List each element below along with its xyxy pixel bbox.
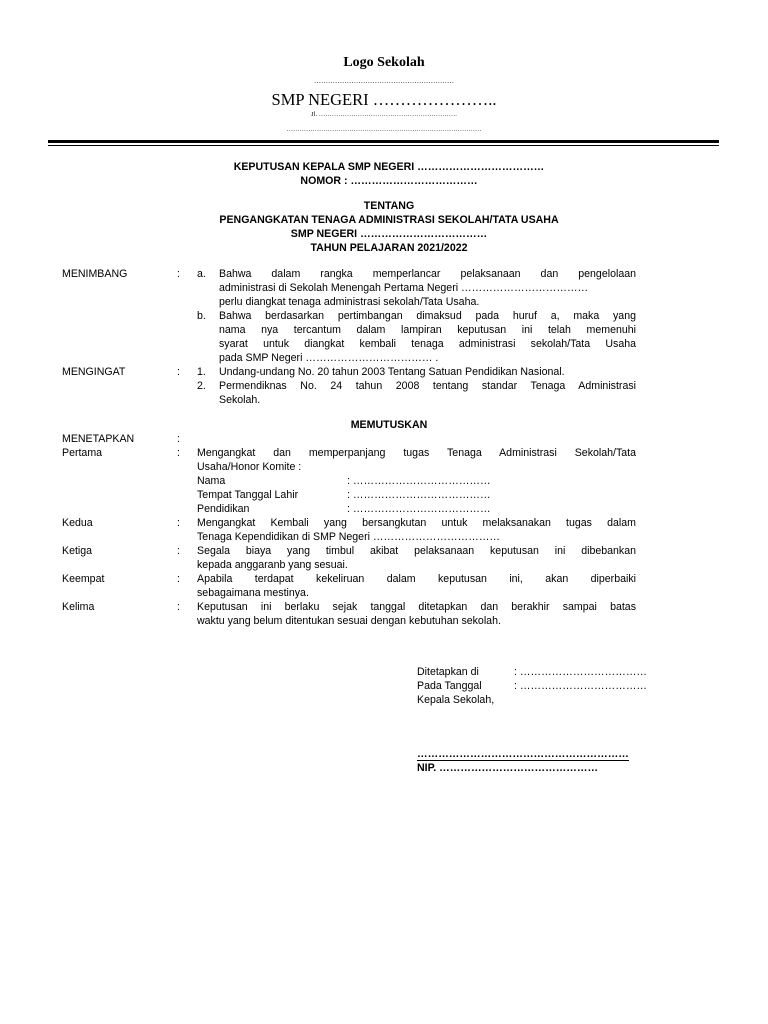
menetapkan-label: MENETAPKAN <box>62 433 135 445</box>
title-year: TAHUN PELAJARAN 2021/2022 <box>310 242 468 254</box>
school-name: SMP NEGERI ………………….. <box>271 90 497 109</box>
kelima-line: waktu yang belum ditentukan sesuai dengan kebutuhan sekolah. <box>197 615 501 627</box>
kepala-sekolah-label: Kepala Sekolah, <box>417 694 495 706</box>
menimbang-a-line: Bahwa dalam rangka memperlancar pelaksanaan dan pengelolaan <box>219 268 636 280</box>
tanggal-value: : ……………………………… <box>514 680 648 692</box>
field-value-pendidikan: : ………………………………… <box>347 503 491 515</box>
decree-title: KEPUTUSAN KEPALA SMP NEGERI ……………………………… <box>233 161 545 173</box>
title-subject: PENGANGKATAN TENAGA ADMINISTRASI SEKOLAH/TATA USAHA <box>219 214 559 226</box>
ditetapkan-label: Ditetapkan di <box>417 666 479 678</box>
pertama-label: Pertama <box>62 447 103 459</box>
keempat-line: sebagaimana mestinya. <box>197 587 309 599</box>
mengingat-1-marker: 1. <box>197 366 206 378</box>
ditetapkan-value: : ……………………………… <box>514 666 648 678</box>
kedua-colon: : <box>177 517 180 529</box>
mengingat-2-marker: 2. <box>197 380 206 392</box>
header-dots-bottom: ……………………………………………………………………………… <box>286 126 482 133</box>
menimbang-b-line: pada SMP Negeri ……………………………… . <box>219 352 439 364</box>
menimbang-b-line: nama nya tercantum dalam lampiran keputusan ini telah memenuhi <box>219 324 636 336</box>
menimbang-a-line: perlu diangkat tenaga administrasi sekolah/Tata Usaha. <box>219 296 480 308</box>
pertama-line: Mengangkat dan memperpanjang tugas Tenaga Administrasi Sekolah/Tata <box>197 447 636 459</box>
mengingat-label: MENGINGAT <box>62 366 126 378</box>
title-school: SMP NEGERI ……………………………… <box>290 228 488 240</box>
logo-placeholder: Logo Sekolah <box>343 55 425 70</box>
menetapkan-colon: : <box>177 433 180 445</box>
header-dots-top: …………………………………………………… <box>314 77 454 85</box>
signature-name-line: …………………………………………………… <box>417 748 629 760</box>
tanggal-label: Pada Tanggal <box>417 680 482 692</box>
menimbang-b-line: syarat untuk diangkat kembali tenaga administrasi sekolah/Tata Usaha <box>219 338 636 350</box>
keempat-line: Apabila terdapat kekeliruan dalam keputusan ini, akan diperbaiki <box>197 573 636 585</box>
mengingat-colon: : <box>177 366 180 378</box>
decree-number: NOMOR : ……………………………… <box>300 175 478 187</box>
menimbang-a-marker: a. <box>197 268 206 280</box>
menimbang-label: MENIMBANG <box>62 268 128 280</box>
mengingat-2-line: Permendiknas No. 24 tahun 2008 tentang standar Tenaga Administrasi <box>219 380 636 392</box>
menimbang-colon: : <box>177 268 180 280</box>
menimbang-b-marker: b. <box>197 310 206 322</box>
pertama-line: Usaha/Honor Komite : <box>197 461 302 473</box>
kedua-line: Mengangkat Kembali yang bersangkutan untuk melaksanakan tugas dalam <box>197 517 636 529</box>
school-address: Jl. ………………………………………………………. <box>311 111 457 118</box>
mengingat-2-line: Sekolah. <box>219 394 261 406</box>
pertama-colon: : <box>177 447 180 459</box>
keempat-colon: : <box>177 573 180 585</box>
field-label-nama: Nama <box>197 475 226 487</box>
field-value-nama: : ………………………………… <box>347 475 491 487</box>
memutuskan-heading: MEMUTUSKAN <box>350 419 428 431</box>
letterhead-divider-thick <box>48 140 719 143</box>
field-label-ttl: Tempat Tanggal Lahir <box>197 489 299 501</box>
title-tentang: TENTANG <box>363 200 415 212</box>
kedua-label: Kedua <box>62 517 93 529</box>
menimbang-a-line: administrasi di Sekolah Menengah Pertama Negeri ……………………………… <box>219 282 589 294</box>
ketiga-line: Segala biaya yang timbul akibat pelaksanaan keputusan ini dibebankan <box>197 545 636 557</box>
kelima-label: Kelima <box>62 601 95 613</box>
ketiga-colon: : <box>177 545 180 557</box>
keempat-label: Keempat <box>62 573 105 585</box>
mengingat-1-text: Undang-undang No. 20 tahun 2003 Tentang Satuan Pendidikan Nasional. <box>219 366 565 378</box>
letterhead-divider-thin <box>48 145 719 146</box>
field-value-ttl: : ………………………………… <box>347 489 491 501</box>
kelima-line: Keputusan ini berlaku sejak tanggal ditetapkan dan berakhir sampai batas <box>197 601 636 613</box>
ketiga-label: Ketiga <box>62 545 93 557</box>
nip-line: NIP. ……………………………………… <box>417 762 599 774</box>
field-label-pendidikan: Pendidikan <box>197 503 250 515</box>
kelima-colon: : <box>177 601 180 613</box>
kedua-line: Tenaga Kependidikan di SMP Negeri ……………………………… <box>197 531 501 543</box>
ketiga-line: kepada anggaranb yang sesuai. <box>197 559 348 571</box>
menimbang-b-line: Bahwa berdasarkan pertimbangan dimaksud pada huruf a, maka yang <box>219 310 636 322</box>
